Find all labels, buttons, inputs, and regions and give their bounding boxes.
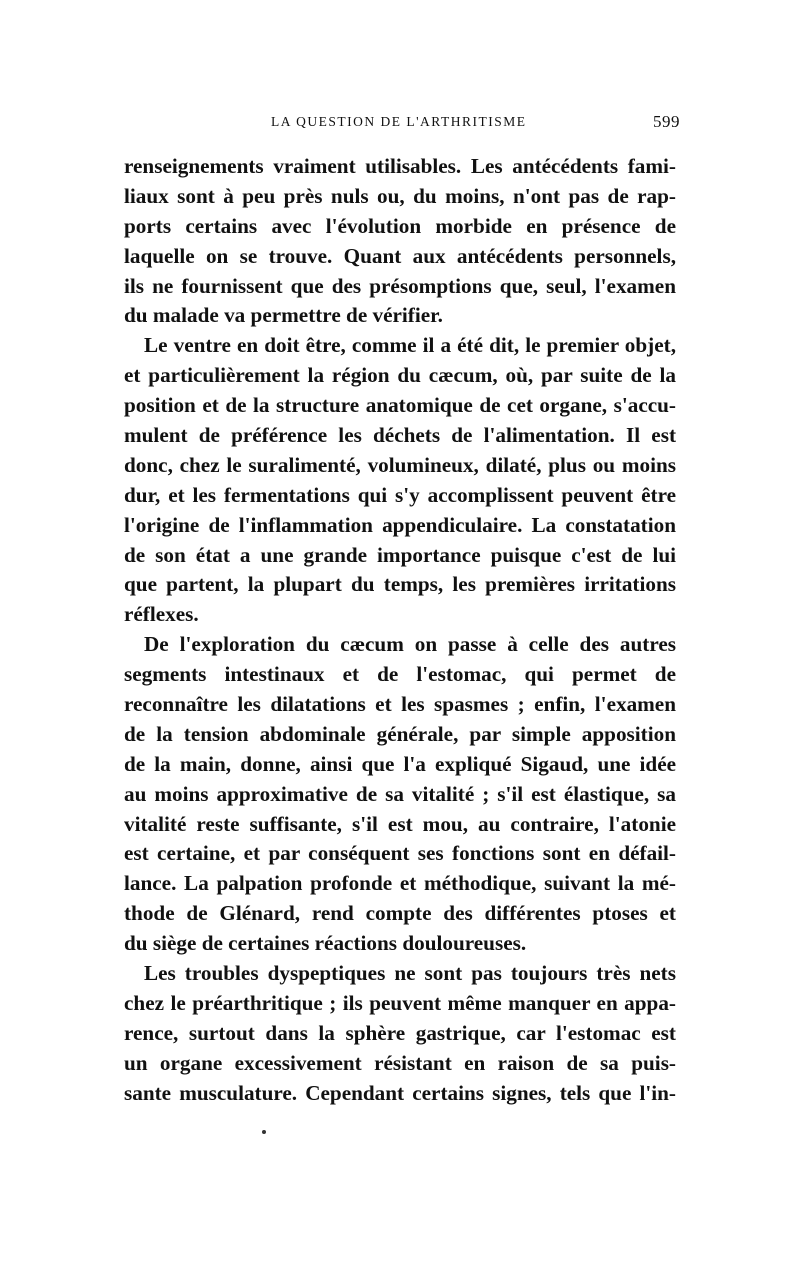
- text-line: vitalité reste suffisante, s'il est mou, au contraire, l'atonie: [124, 811, 676, 836]
- text-line: ils ne fournissent que des présomptions que, seul, l'examen: [124, 273, 676, 298]
- running-title: LA QUESTION DE L'ARTHRITISME: [271, 114, 527, 129]
- text-line: un organe excessivement résistant en raison de sa puis-: [124, 1050, 676, 1075]
- text-line: thode de Glénard, rend compte des différentes ptoses et: [124, 901, 676, 926]
- text-line: De l'exploration du cæcum on passe à celle des autres: [144, 632, 676, 657]
- text-line: segments intestinaux et de l'estomac, qui permet de: [124, 662, 676, 687]
- text-line: au moins approximative de sa vitalité ; s'il est élastique, sa: [124, 781, 676, 806]
- text-line: de son état a une grande importance puisque c'est de lui: [124, 542, 676, 567]
- text-line: ports certains avec l'évolution morbide en présence de: [124, 213, 676, 238]
- text-line: et particulièrement la région du cæcum, où, par suite de la: [124, 363, 676, 388]
- text-line: position et de la structure anatomique de cet organe, s'accu-: [124, 393, 676, 418]
- text-line: du siège de certaines réactions douloureuses.: [124, 931, 527, 956]
- text-line: liaux sont à peu près nuls ou, du moins, n'ont pas de rap-: [124, 183, 676, 208]
- page-number: 599: [653, 112, 680, 131]
- body-text: [124, 152, 676, 1109]
- text-line: Les troubles dyspeptiques ne sont pas toujours très nets: [144, 961, 676, 986]
- text-line: que partent, la plupart du temps, les premières irritations: [124, 572, 676, 597]
- text-line: sante musculature. Cependant certains signes, tels que l'in-: [124, 1080, 676, 1105]
- text-line: donc, chez le suralimenté, volumineux, dilaté, plus ou moins: [124, 452, 676, 477]
- text-line: réflexes.: [124, 602, 199, 627]
- text-line: l'origine de l'inflammation appendiculaire. La constatation: [124, 512, 676, 537]
- text-line: mulent de préférence les déchets de l'alimentation. Il est: [124, 423, 676, 448]
- text-line: dur, et les fermentations qui s'y accomplissent peuvent être: [124, 482, 676, 507]
- text-line: renseignements vraiment utilisables. Les antécédents fami-: [124, 154, 676, 178]
- text-line: laquelle on se trouve. Quant aux antécédents personnels,: [124, 243, 676, 268]
- text-line: de la main, donne, ainsi que l'a expliqué Sigaud, une idée: [124, 751, 676, 776]
- text-line: du malade va permettre de vérifier.: [124, 303, 443, 328]
- text-line: rence, surtout dans la sphère gastrique, car l'estomac est: [124, 1020, 676, 1045]
- text-line: chez le préarthritique ; ils peuvent même manquer en appa-: [124, 990, 676, 1015]
- text-line: Le ventre en doit être, comme il a été dit, le premier objet,: [144, 333, 676, 358]
- ink-speck: [262, 1130, 266, 1134]
- running-head: [124, 114, 680, 136]
- text-line: lance. La palpation profonde et méthodique, suivant la mé-: [124, 871, 676, 896]
- text-line: de la tension abdominale générale, par simple apposition: [124, 721, 676, 746]
- text-line: reconnaître les dilatations et les spasmes ; enfin, l'examen: [124, 692, 676, 717]
- text-line: est certaine, et par conséquent ses fonctions sont en défail-: [124, 841, 676, 866]
